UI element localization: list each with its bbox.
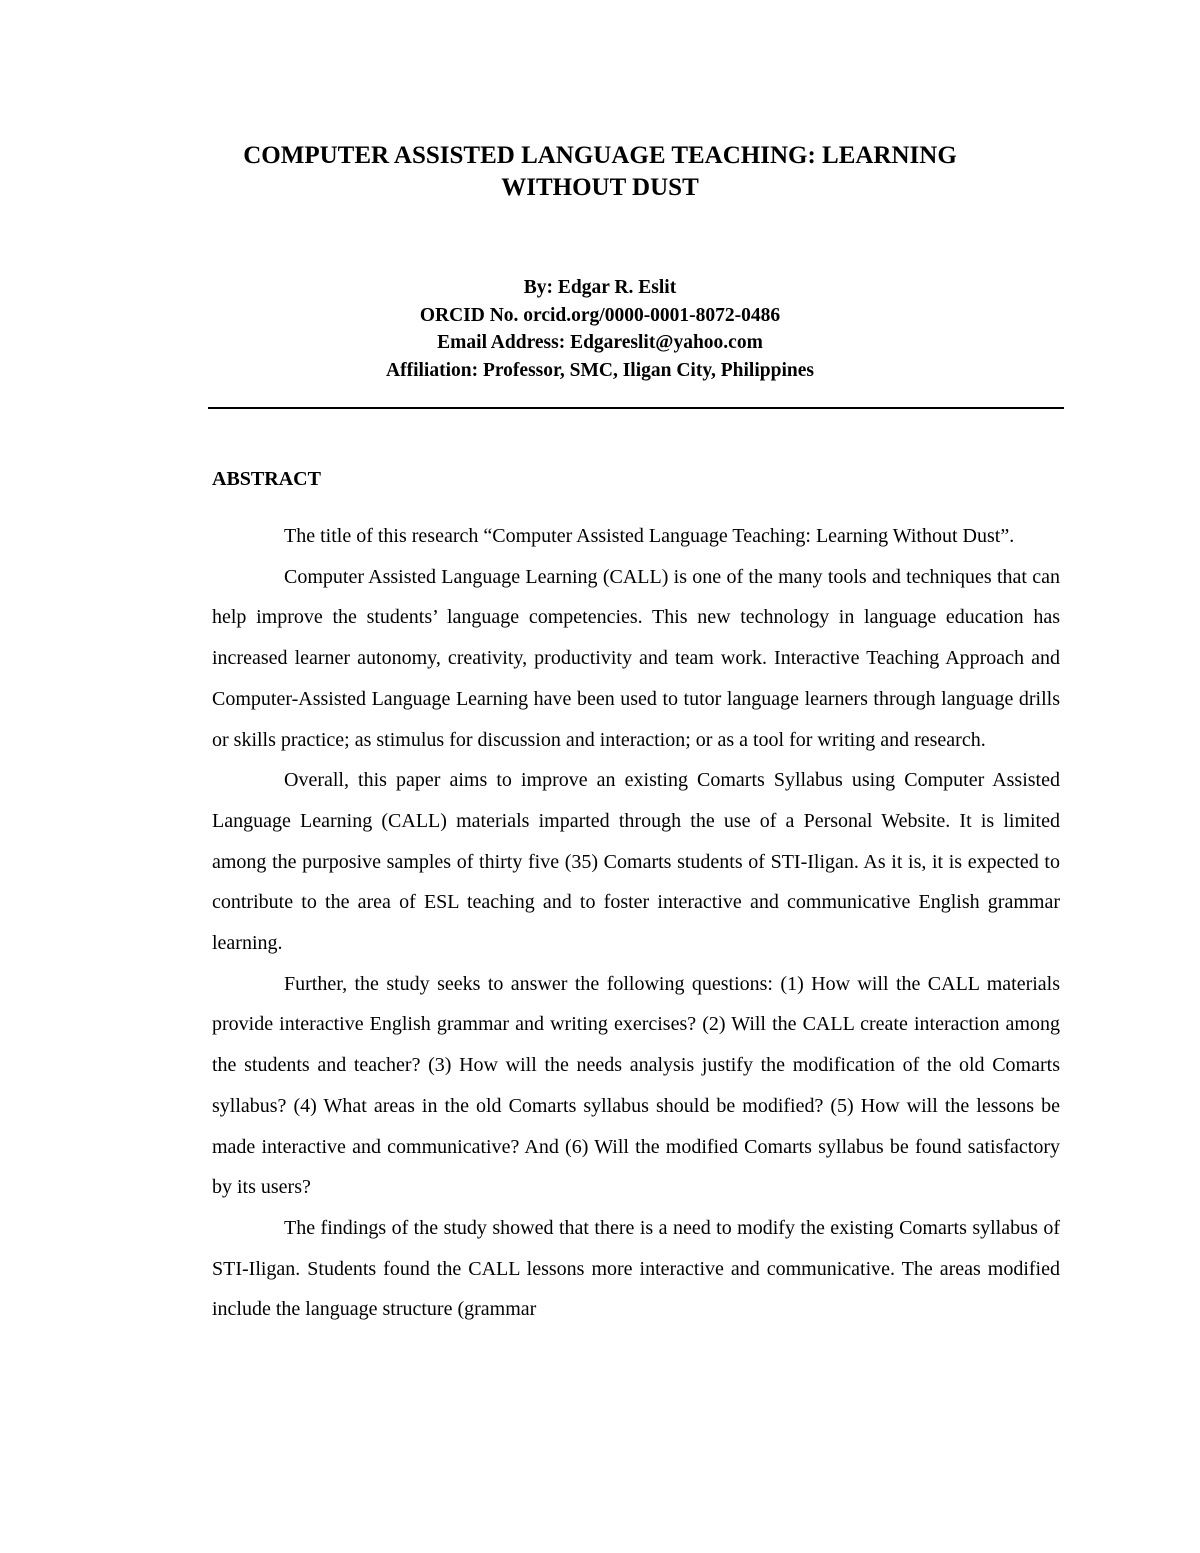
abstract-paragraph-3: Overall, this paper aims to improve an existing Comarts Syllabus using Computer Assisted Language Learning (CALL) materials imparted through the use of a Personal Website. It is limited among the purposive samples of thirty five (35) Comarts students of STI-Iligan. As it is, it is expected to contribute to the area of ESL teaching and to foster interactive and communicative English grammar learning. — [212, 769, 1060, 955]
author-name: By: Edgar R. Eslit — [523, 277, 677, 298]
abstract-body — [212, 516, 1060, 1330]
paper-title — [150, 140, 1050, 204]
paper-title-line-2: WITHOUT DUST — [501, 174, 699, 201]
abstract-heading: ABSTRACT — [212, 468, 321, 490]
abstract-paragraph-4: Further, the study seeks to answer the following questions: (1) How will the CALL materials provide interactive English grammar and writing exercises? (2) Will the CALL create interaction among the students and teacher? (3) How will the needs analysis justify the modification of the old Comarts syllabus? (4) What areas in the old Comarts syllabus should be modified? (5) How will the lessons be made interactive and communicative? And (6) Will the modified Comarts syllabus be found satisfactory by its users? — [212, 972, 1060, 1199]
author-email: Email Address: Edgareslit@yahoo.com — [437, 332, 763, 353]
abstract-paragraph-2: Computer Assisted Language Learning (CALL) is one of the many tools and techniques that can help improve the students’ language competencies. This new technology in language education has increased learner autonomy, creativity, productivity and team work. Interactive Teaching Approach and Computer-Assisted Language Learning have been used to tutor language learners through language drills or skills practice; as stimulus for discussion and interaction; or as a tool for writing and research. — [212, 565, 1060, 751]
abstract-paragraph-5: The findings of the study showed that there is a need to modify the existing Comarts syllabus of STI-Iligan. Students found the CALL lessons more interactive and communicative. The areas modified include the language structure (grammar — [212, 1216, 1060, 1321]
author-affiliation: Affiliation: Professor, SMC, Iligan City, Philippines — [386, 359, 814, 381]
abstract-paragraph-1: The title of this research “Computer Assisted Language Teaching: Learning Without Dust”. — [284, 525, 1015, 547]
author-orcid: ORCID No. orcid.org/0000-0001-8072-0486 — [419, 304, 781, 326]
author-block — [150, 274, 1050, 384]
horizontal-rule — [208, 407, 1064, 409]
paper-title-line-1: COMPUTER ASSISTED LANGUAGE TEACHING: LEARNING — [243, 142, 957, 169]
